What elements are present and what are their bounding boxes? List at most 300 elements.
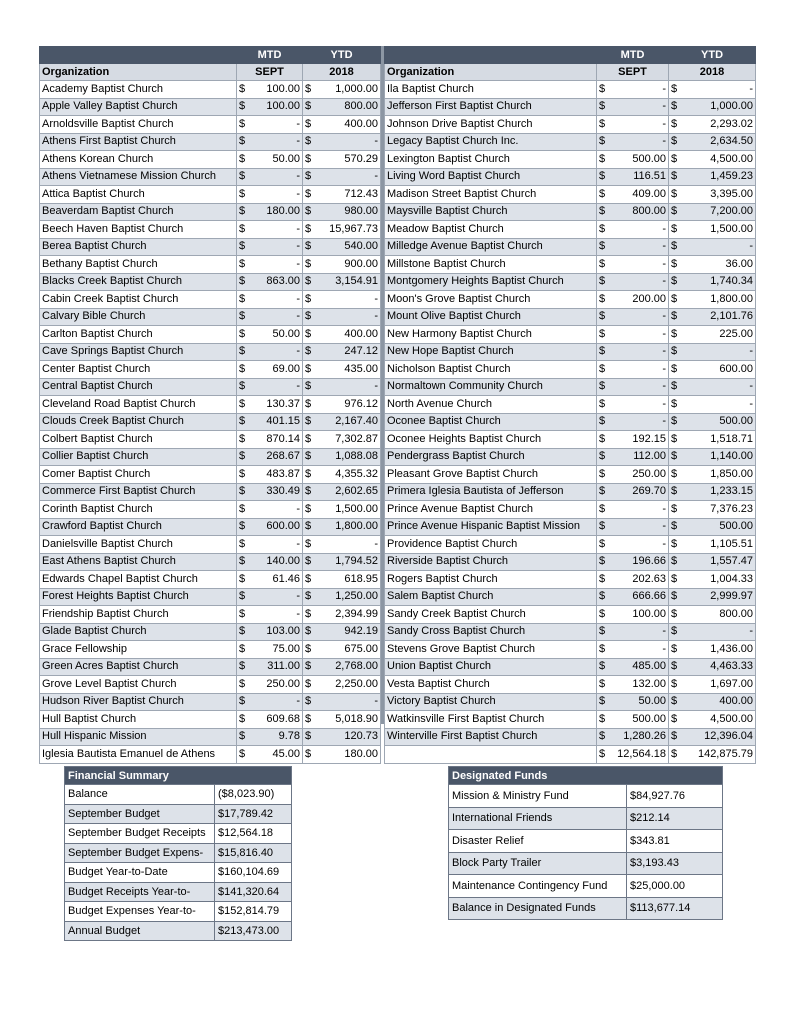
mtd-value: - <box>609 273 669 291</box>
table-row <box>385 98 756 116</box>
currency-symbol: $ <box>237 203 249 221</box>
currency-symbol: $ <box>237 151 249 169</box>
currency-symbol: $ <box>237 448 249 466</box>
currency-symbol: $ <box>597 98 609 116</box>
summary-label: Budget Receipts Year-to- <box>65 882 215 902</box>
organization-cell: Victory Baptist Church <box>385 693 597 711</box>
organization-cell: Bethany Baptist Church <box>40 256 237 274</box>
table-row <box>385 571 756 589</box>
organization-cell: Iglesia Bautista Emanuel de Athens <box>40 746 237 764</box>
mtd-value: - <box>609 378 669 396</box>
ytd-value: 1,000.00 <box>315 81 381 99</box>
summary-label: Maintenance Contingency Fund <box>449 875 627 898</box>
mtd-value: 112.00 <box>609 448 669 466</box>
currency-symbol: $ <box>597 606 609 624</box>
summary-row <box>449 897 723 920</box>
currency-symbol: $ <box>669 413 681 431</box>
currency-symbol: $ <box>303 676 315 694</box>
currency-symbol: $ <box>237 536 249 554</box>
organization-cell: Comer Baptist Church <box>40 466 237 484</box>
mtd-value: 800.00 <box>609 203 669 221</box>
organization-cell: Montgomery Heights Baptist Church <box>385 273 597 291</box>
mtd-value: 45.00 <box>249 746 303 764</box>
mtd-value: - <box>609 326 669 344</box>
organization-cell: Milledge Avenue Baptist Church <box>385 238 597 256</box>
currency-symbol: $ <box>303 378 315 396</box>
mtd-value: - <box>609 396 669 414</box>
organization-cell: Grace Fellowship <box>40 641 237 659</box>
summary-label: Mission & Ministry Fund <box>449 785 627 808</box>
currency-symbol: $ <box>597 693 609 711</box>
currency-symbol: $ <box>597 168 609 186</box>
organization-cell: Mount Olive Baptist Church <box>385 308 597 326</box>
ytd-value: 2,394.99 <box>315 606 381 624</box>
summary-row <box>65 824 292 844</box>
mtd-value: 202.63 <box>609 571 669 589</box>
currency-symbol: $ <box>669 396 681 414</box>
table-row <box>40 641 381 659</box>
summary-value: $113,677.14 <box>627 897 723 920</box>
mtd-value: - <box>249 606 303 624</box>
table-row <box>40 256 381 274</box>
currency-symbol: $ <box>597 256 609 274</box>
table-row <box>385 221 756 239</box>
mtd-value: - <box>249 116 303 134</box>
currency-symbol: $ <box>303 413 315 431</box>
ytd-value: 1,459.23 <box>681 168 756 186</box>
currency-symbol: $ <box>597 133 609 151</box>
ytd-value: - <box>315 133 381 151</box>
mtd-value: - <box>249 693 303 711</box>
table-row <box>40 606 381 624</box>
mtd-value: 500.00 <box>609 711 669 729</box>
mtd-value: - <box>249 501 303 519</box>
table-row <box>40 413 381 431</box>
summary-value: $212.14 <box>627 807 723 830</box>
summary-value: $213,473.00 <box>215 921 292 941</box>
table-row <box>385 203 756 221</box>
organization-cell: New Harmony Baptist Church <box>385 326 597 344</box>
organization-cell: Pendergrass Baptist Church <box>385 448 597 466</box>
mtd-value: - <box>609 536 669 554</box>
mtd-value: 100.00 <box>249 81 303 99</box>
currency-symbol: $ <box>669 431 681 449</box>
ytd-value: 2,167.40 <box>315 413 381 431</box>
summary-row <box>65 804 292 824</box>
organization-cell: Pleasant Grove Baptist Church <box>385 466 597 484</box>
mtd-value: - <box>249 291 303 309</box>
ytd-value: 1,000.00 <box>681 98 756 116</box>
ytd-value: 142,875.79 <box>681 746 756 764</box>
mtd-value: - <box>609 518 669 536</box>
ytd-value: 5,018.90 <box>315 711 381 729</box>
organization-cell: Hull Baptist Church <box>40 711 237 729</box>
currency-symbol: $ <box>669 238 681 256</box>
currency-symbol: $ <box>597 151 609 169</box>
currency-symbol: $ <box>303 116 315 134</box>
currency-symbol: $ <box>669 466 681 484</box>
currency-symbol: $ <box>237 98 249 116</box>
table-row <box>40 693 381 711</box>
ytd-value: 2,101.76 <box>681 308 756 326</box>
currency-symbol: $ <box>303 203 315 221</box>
currency-symbol: $ <box>237 483 249 501</box>
organization-cell: Maysville Baptist Church <box>385 203 597 221</box>
currency-symbol: $ <box>669 623 681 641</box>
mtd-value: 200.00 <box>609 291 669 309</box>
mtd-value: - <box>609 81 669 99</box>
currency-symbol: $ <box>597 728 609 746</box>
organization-cell: Glade Baptist Church <box>40 623 237 641</box>
currency-symbol: $ <box>237 553 249 571</box>
ytd-value: 1,800.00 <box>681 291 756 309</box>
table-row <box>385 501 756 519</box>
summary-label: Budget Expenses Year-to- <box>65 902 215 922</box>
ytd-value: 2,634.50 <box>681 133 756 151</box>
organization-cell: Athens First Baptist Church <box>40 133 237 151</box>
currency-symbol: $ <box>669 98 681 116</box>
currency-symbol: $ <box>237 693 249 711</box>
currency-symbol: $ <box>303 466 315 484</box>
currency-symbol: $ <box>237 378 249 396</box>
organization-cell: Moon's Grove Baptist Church <box>385 291 597 309</box>
organization-cell: Danielsville Baptist Church <box>40 536 237 554</box>
organization-cell: Central Baptist Church <box>40 378 237 396</box>
currency-symbol: $ <box>303 693 315 711</box>
ytd-value: 2,768.00 <box>315 658 381 676</box>
summary-row <box>65 921 292 941</box>
currency-symbol: $ <box>237 291 249 309</box>
mtd-value: 192.15 <box>609 431 669 449</box>
ytd-value: 4,463.33 <box>681 658 756 676</box>
mtd-value: 409.00 <box>609 186 669 204</box>
organization-cell: Center Baptist Church <box>40 361 237 379</box>
ytd-value: 12,396.04 <box>681 728 756 746</box>
mtd-value: 196.66 <box>609 553 669 571</box>
organization-cell: Sandy Cross Baptist Church <box>385 623 597 641</box>
ytd-value: 3,395.00 <box>681 186 756 204</box>
organization-cell: Beech Haven Baptist Church <box>40 221 237 239</box>
table-row <box>385 343 756 361</box>
mtd-value: - <box>249 308 303 326</box>
currency-symbol: $ <box>303 518 315 536</box>
summary-label: Balance <box>65 785 215 805</box>
year-header: 2018 <box>669 64 756 81</box>
ytd-value: 1,436.00 <box>681 641 756 659</box>
designated-funds-panel <box>448 766 723 920</box>
currency-symbol: $ <box>237 186 249 204</box>
table-row <box>385 553 756 571</box>
table-row <box>385 326 756 344</box>
organization-cell: Berea Baptist Church <box>40 238 237 256</box>
currency-symbol: $ <box>303 151 315 169</box>
currency-symbol: $ <box>237 746 249 764</box>
ytd-value: - <box>681 81 756 99</box>
organization-cell: Primera Iglesia Bautista of Jefferson <box>385 483 597 501</box>
currency-symbol: $ <box>237 658 249 676</box>
currency-symbol: $ <box>669 81 681 99</box>
currency-symbol: $ <box>237 308 249 326</box>
currency-symbol: $ <box>597 81 609 99</box>
table-row <box>385 238 756 256</box>
ytd-value: 2,293.02 <box>681 116 756 134</box>
mtd-value: 500.00 <box>609 151 669 169</box>
currency-symbol: $ <box>303 623 315 641</box>
currency-symbol: $ <box>597 343 609 361</box>
organization-cell: Academy Baptist Church <box>40 81 237 99</box>
year-header: 2018 <box>303 64 381 81</box>
currency-symbol: $ <box>303 273 315 291</box>
currency-symbol: $ <box>597 501 609 519</box>
organization-cell: Green Acres Baptist Church <box>40 658 237 676</box>
currency-symbol: $ <box>237 238 249 256</box>
currency-symbol: $ <box>597 221 609 239</box>
currency-symbol: $ <box>237 168 249 186</box>
currency-symbol: $ <box>669 728 681 746</box>
table-row <box>385 81 756 99</box>
mtd-value: - <box>609 238 669 256</box>
table-row <box>385 133 756 151</box>
mtd-value: 69.00 <box>249 361 303 379</box>
organization-cell: Crawford Baptist Church <box>40 518 237 536</box>
currency-symbol: $ <box>303 728 315 746</box>
organization-cell: Friendship Baptist Church <box>40 606 237 624</box>
summary-value: $12,564.18 <box>215 824 292 844</box>
mtd-value: 50.00 <box>249 326 303 344</box>
currency-symbol: $ <box>597 448 609 466</box>
ytd-value: 500.00 <box>681 518 756 536</box>
currency-symbol: $ <box>237 466 249 484</box>
organization-cell: Oconee Baptist Church <box>385 413 597 431</box>
organization-cell: Jefferson First Baptist Church <box>385 98 597 116</box>
currency-symbol: $ <box>669 116 681 134</box>
ytd-value: - <box>315 308 381 326</box>
organization-cell: Prince Avenue Baptist Church <box>385 501 597 519</box>
summary-row <box>449 807 723 830</box>
mtd-value: - <box>609 641 669 659</box>
ytd-value: 1,004.33 <box>681 571 756 589</box>
organization-cell: Hull Hispanic Mission <box>40 728 237 746</box>
organization-cell: Carlton Baptist Church <box>40 326 237 344</box>
currency-symbol: $ <box>669 711 681 729</box>
table-row <box>40 536 381 554</box>
table-row <box>40 168 381 186</box>
currency-symbol: $ <box>303 553 315 571</box>
currency-symbol: $ <box>237 326 249 344</box>
currency-symbol: $ <box>237 711 249 729</box>
ytd-header: YTD <box>669 47 756 64</box>
ytd-value: 712.43 <box>315 186 381 204</box>
mtd-value: - <box>609 361 669 379</box>
currency-symbol: $ <box>669 588 681 606</box>
currency-symbol: $ <box>597 483 609 501</box>
table-row <box>385 483 756 501</box>
ytd-value: 1,697.00 <box>681 676 756 694</box>
ytd-value: - <box>315 168 381 186</box>
ytd-value: - <box>315 291 381 309</box>
mtd-value: - <box>609 133 669 151</box>
mtd-value: 401.15 <box>249 413 303 431</box>
contributions-table-right <box>384 46 756 764</box>
ytd-value: - <box>315 536 381 554</box>
currency-symbol: $ <box>669 571 681 589</box>
currency-symbol: $ <box>303 536 315 554</box>
summary-row <box>449 875 723 898</box>
currency-symbol: $ <box>597 238 609 256</box>
mtd-value: 100.00 <box>249 98 303 116</box>
currency-symbol: $ <box>237 256 249 274</box>
table-row <box>385 448 756 466</box>
table-row <box>40 343 381 361</box>
table-row <box>40 116 381 134</box>
organization-cell: Corinth Baptist Church <box>40 501 237 519</box>
currency-symbol: $ <box>237 361 249 379</box>
mtd-value: - <box>249 133 303 151</box>
ytd-value: 225.00 <box>681 326 756 344</box>
currency-symbol: $ <box>237 641 249 659</box>
summary-value: $3,193.43 <box>627 852 723 875</box>
currency-symbol: $ <box>597 518 609 536</box>
mtd-value: 311.00 <box>249 658 303 676</box>
currency-symbol: $ <box>237 588 249 606</box>
organization-cell: Vesta Baptist Church <box>385 676 597 694</box>
currency-symbol: $ <box>669 291 681 309</box>
currency-symbol: $ <box>597 186 609 204</box>
table-row <box>385 378 756 396</box>
mtd-value: 250.00 <box>609 466 669 484</box>
currency-symbol: $ <box>237 116 249 134</box>
currency-symbol: $ <box>597 711 609 729</box>
currency-symbol: $ <box>303 641 315 659</box>
mtd-value: 180.00 <box>249 203 303 221</box>
currency-symbol: $ <box>237 396 249 414</box>
currency-symbol: $ <box>669 746 681 764</box>
summary-label: Budget Year-to-Date <box>65 863 215 883</box>
currency-symbol: $ <box>303 711 315 729</box>
mtd-value: 12,564.18 <box>609 746 669 764</box>
organization-cell: New Hope Baptist Church <box>385 343 597 361</box>
table-row <box>40 361 381 379</box>
ytd-value: 1,250.00 <box>315 588 381 606</box>
table-row <box>385 396 756 414</box>
ytd-value: 120.73 <box>315 728 381 746</box>
mtd-value: 1,280.26 <box>609 728 669 746</box>
ytd-value: 247.12 <box>315 343 381 361</box>
organization-cell: Collier Baptist Church <box>40 448 237 466</box>
currency-symbol: $ <box>597 326 609 344</box>
table-row <box>40 238 381 256</box>
organization-cell: Providence Baptist Church <box>385 536 597 554</box>
organization-cell: Blacks Creek Baptist Church <box>40 273 237 291</box>
organization-cell: Cabin Creek Baptist Church <box>40 291 237 309</box>
mtd-value: - <box>249 256 303 274</box>
currency-symbol: $ <box>237 431 249 449</box>
organization-cell: Cave Springs Baptist Church <box>40 343 237 361</box>
table-row <box>40 221 381 239</box>
organization-cell <box>385 746 597 764</box>
mtd-header: MTD <box>597 47 669 64</box>
organization-cell: Johnson Drive Baptist Church <box>385 116 597 134</box>
table-row <box>385 606 756 624</box>
ytd-header: YTD <box>303 47 381 64</box>
contributions-table-left <box>39 46 381 764</box>
table-row <box>385 116 756 134</box>
currency-symbol: $ <box>669 256 681 274</box>
summary-value: $141,320.64 <box>215 882 292 902</box>
table-row <box>385 273 756 291</box>
mtd-value: 130.37 <box>249 396 303 414</box>
currency-symbol: $ <box>597 431 609 449</box>
table-row <box>40 186 381 204</box>
ytd-value: 800.00 <box>681 606 756 624</box>
summary-label: Block Party Trailer <box>449 852 627 875</box>
table-row <box>385 728 756 746</box>
currency-symbol: $ <box>669 553 681 571</box>
sept-header: SEPT <box>597 64 669 81</box>
table-row <box>385 431 756 449</box>
summary-row <box>65 843 292 863</box>
currency-symbol: $ <box>669 676 681 694</box>
table-row <box>385 676 756 694</box>
currency-symbol: $ <box>597 361 609 379</box>
table-row <box>385 588 756 606</box>
ytd-value: 618.95 <box>315 571 381 589</box>
table-row <box>40 396 381 414</box>
mtd-value: 116.51 <box>609 168 669 186</box>
mtd-value: 250.00 <box>249 676 303 694</box>
currency-symbol: $ <box>597 396 609 414</box>
ytd-value: 500.00 <box>681 413 756 431</box>
currency-symbol: $ <box>303 396 315 414</box>
mtd-value: 50.00 <box>609 693 669 711</box>
organization-cell: Riverside Baptist Church <box>385 553 597 571</box>
mtd-value: 485.00 <box>609 658 669 676</box>
table-row <box>40 483 381 501</box>
currency-symbol: $ <box>303 501 315 519</box>
currency-symbol: $ <box>303 326 315 344</box>
ytd-value: - <box>681 396 756 414</box>
organization-cell: Madison Street Baptist Church <box>385 186 597 204</box>
currency-symbol: $ <box>303 238 315 256</box>
currency-symbol: $ <box>237 571 249 589</box>
table-row <box>40 746 381 764</box>
organization-cell: Colbert Baptist Church <box>40 431 237 449</box>
ytd-value: 1,105.51 <box>681 536 756 554</box>
summary-label: Balance in Designated Funds <box>449 897 627 920</box>
summary-row <box>65 785 292 805</box>
currency-symbol: $ <box>303 431 315 449</box>
table-row <box>40 571 381 589</box>
ytd-value: - <box>315 693 381 711</box>
currency-symbol: $ <box>303 308 315 326</box>
ytd-value: 36.00 <box>681 256 756 274</box>
table-row <box>385 256 756 274</box>
sept-header: SEPT <box>237 64 303 81</box>
organization-cell: Meadow Baptist Church <box>385 221 597 239</box>
ytd-value: 4,500.00 <box>681 711 756 729</box>
ytd-value: 1,500.00 <box>681 221 756 239</box>
table-row <box>40 501 381 519</box>
mtd-value: 50.00 <box>249 151 303 169</box>
currency-symbol: $ <box>669 448 681 466</box>
mtd-value: 870.14 <box>249 431 303 449</box>
mtd-value: 600.00 <box>249 518 303 536</box>
ytd-value: 1,740.34 <box>681 273 756 291</box>
mtd-value: - <box>249 186 303 204</box>
summary-label: September Budget <box>65 804 215 824</box>
table-row <box>385 518 756 536</box>
currency-symbol: $ <box>597 116 609 134</box>
